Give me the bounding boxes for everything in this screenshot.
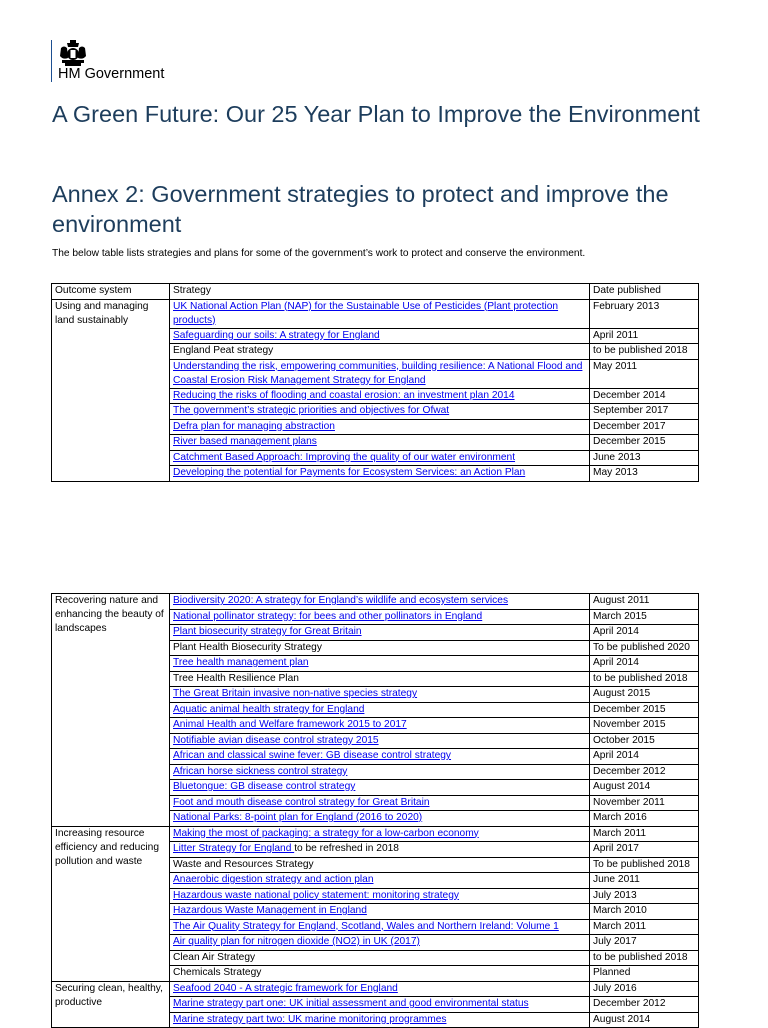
strategy-link[interactable]: Biodiversity 2020: A strategy for England’s wildlife and ecosystem services xyxy=(173,595,509,606)
date-cell: June 2011 xyxy=(590,873,699,889)
strategy-cell xyxy=(170,826,590,842)
date-cell: August 2011 xyxy=(590,594,699,610)
outcome-cell: Securing clean, healthy, productive xyxy=(52,981,170,1028)
date-cell: April 2011 xyxy=(590,328,699,344)
strategy-cell xyxy=(170,764,590,780)
strategy-cell xyxy=(170,299,590,328)
strategy-cell xyxy=(170,702,590,718)
strategy-cell xyxy=(170,780,590,796)
date-cell: May 2011 xyxy=(590,359,699,388)
table-row xyxy=(52,981,699,997)
date-cell: August 2014 xyxy=(590,1012,699,1028)
table-row xyxy=(52,826,699,842)
strategy-link[interactable]: Hazardous waste national policy statement: monitoring strategy xyxy=(173,889,459,901)
strategy-cell xyxy=(170,1012,590,1028)
outcome-cell: Increasing resource efficiency and reducing pollution and waste xyxy=(52,826,170,981)
strategy-cell xyxy=(170,904,590,920)
strategy-cell xyxy=(170,950,590,966)
strategy-link[interactable]: Notifiable avian disease control strategy 2015 xyxy=(173,734,379,746)
strategy-cell xyxy=(170,997,590,1013)
strategy-cell xyxy=(170,594,590,610)
strategy-cell xyxy=(170,625,590,641)
strategy-link[interactable]: Marine strategy part one: UK initial assessment and good environmental status xyxy=(173,998,529,1009)
date-cell: December 2014 xyxy=(590,388,699,404)
strategy-name: Clean Air Strategy xyxy=(173,951,256,963)
column-header: Strategy xyxy=(170,284,590,300)
date-cell: December 2012 xyxy=(590,997,699,1013)
strategy-link[interactable]: Safeguarding our soils: A strategy for England xyxy=(173,329,380,341)
strategy-cell xyxy=(170,404,590,420)
date-cell: December 2015 xyxy=(590,435,699,451)
date-cell: March 2010 xyxy=(590,904,699,920)
strategy-link[interactable]: African and classical swine fever: GB disease control strategy xyxy=(173,750,452,761)
strategy-link[interactable]: Catchment Based Approach: Improving the quality of our water environment xyxy=(173,451,516,463)
date-cell: Planned xyxy=(590,966,699,982)
date-cell: August 2014 xyxy=(590,780,699,796)
strategy-cell xyxy=(170,687,590,703)
royal-crest-icon xyxy=(59,40,87,66)
strategy-name: Plant Health Biosecurity Strategy xyxy=(173,641,322,653)
date-cell: July 2013 xyxy=(590,888,699,904)
date-cell: to be published 2018 xyxy=(590,950,699,966)
date-cell: To be published 2020 xyxy=(590,640,699,656)
outcome-cell: Recovering nature and enhancing the beauty of landscapes xyxy=(52,594,170,827)
strategy-link[interactable]: Marine strategy part two: UK marine monitoring programmes xyxy=(173,1013,447,1025)
strategy-cell xyxy=(170,671,590,687)
strategy-cell xyxy=(170,873,590,889)
strategy-cell xyxy=(170,811,590,827)
date-cell: November 2011 xyxy=(590,795,699,811)
date-cell: April 2017 xyxy=(590,842,699,858)
date-cell: April 2014 xyxy=(590,656,699,672)
strategy-link[interactable]: African horse sickness control strategy xyxy=(173,765,348,777)
strategy-cell xyxy=(170,640,590,656)
strategy-link[interactable]: Aquatic animal health strategy for England xyxy=(173,703,365,715)
strategies-table-1 xyxy=(51,283,699,482)
strategy-cell xyxy=(170,435,590,451)
date-cell: March 2015 xyxy=(590,609,699,625)
table-header-row xyxy=(52,284,699,300)
strategy-cell xyxy=(170,919,590,935)
strategy-cell xyxy=(170,609,590,625)
strategy-link[interactable]: Air quality plan for nitrogen dioxide (NO2) in UK (2017) xyxy=(173,936,420,947)
date-cell: December 2017 xyxy=(590,419,699,435)
table-row xyxy=(52,299,699,328)
strategy-link[interactable]: Animal Health and Welfare framework 2015 to 2017 xyxy=(173,719,407,730)
strategy-cell xyxy=(170,718,590,734)
document-title: A Green Future: Our 25 Year Plan to Improve the Environment xyxy=(52,101,700,127)
strategy-link[interactable]: Making the most of packaging: a strategy for a low-carbon economy xyxy=(173,827,479,839)
date-cell: July 2017 xyxy=(590,935,699,951)
date-cell: March 2011 xyxy=(590,919,699,935)
strategy-link[interactable]: Developing the potential for Payments for Ecosystem Services: an Action Plan xyxy=(173,467,526,478)
date-cell: March 2016 xyxy=(590,811,699,827)
strategy-link[interactable]: The Great Britain invasive non-native species strategy xyxy=(173,688,418,699)
strategy-cell xyxy=(170,466,590,482)
table-row xyxy=(52,594,699,610)
strategy-link[interactable]: Defra plan for managing abstraction xyxy=(173,420,335,432)
date-cell: March 2011 xyxy=(590,826,699,842)
strategy-name: Waste and Resources Strategy xyxy=(173,858,314,870)
column-header: Date published xyxy=(590,284,699,300)
strategy-link[interactable]: Anaerobic digestion strategy and action plan xyxy=(173,874,374,885)
strategy-link[interactable]: The Air Quality Strategy for England, Scotland, Wales and Northern Ireland: Volume 1 xyxy=(173,920,559,932)
strategy-cell xyxy=(170,966,590,982)
hm-government-logo xyxy=(51,40,165,82)
strategy-link[interactable]: River based management plans xyxy=(173,436,317,447)
date-cell: December 2015 xyxy=(590,702,699,718)
strategy-cell xyxy=(170,795,590,811)
intro-text: The below table lists strategies and plans for some of the government’s work to protect and conserve the environment. xyxy=(52,248,586,259)
strategy-link[interactable]: National pollinator strategy: for bees and other pollinators in England xyxy=(173,610,483,622)
date-cell: to be published 2018 xyxy=(590,344,699,360)
strategy-link[interactable]: Tree health management plan xyxy=(173,657,309,668)
date-cell: August 2015 xyxy=(590,687,699,703)
strategy-cell xyxy=(170,344,590,360)
strategy-cell xyxy=(170,733,590,749)
strategy-name: England Peat strategy xyxy=(173,345,274,356)
strategy-name: Chemicals Strategy xyxy=(173,967,262,978)
strategy-cell xyxy=(170,450,590,466)
strategies-table-2 xyxy=(51,593,699,1028)
strategy-cell xyxy=(170,359,590,388)
annex-heading: Annex 2: Government strategies to protect and improve the environment xyxy=(52,181,669,237)
strategy-cell xyxy=(170,328,590,344)
date-cell: June 2013 xyxy=(590,450,699,466)
outcome-cell: Using and managing land sustainably xyxy=(52,299,170,481)
column-header: Outcome system xyxy=(52,284,170,300)
date-cell: February 2013 xyxy=(590,299,699,328)
strategy-cell xyxy=(170,419,590,435)
strategy-cell xyxy=(170,888,590,904)
date-cell: To be published 2018 xyxy=(590,857,699,873)
strategy-cell xyxy=(170,981,590,997)
strategy-name: Tree Health Resilience Plan xyxy=(173,672,299,684)
date-cell: December 2012 xyxy=(590,764,699,780)
date-cell: to be published 2018 xyxy=(590,671,699,687)
strategy-link[interactable]: Reducing the risks of flooding and coastal erosion: an investment plan 2014 xyxy=(173,389,515,401)
strategy-link[interactable]: Plant biosecurity strategy for Great Britain xyxy=(173,626,362,637)
date-cell: April 2014 xyxy=(590,625,699,641)
strategy-link[interactable]: Hazardous Waste Management in England xyxy=(173,905,367,916)
strategy-link[interactable]: Foot and mouth disease control strategy for Great Britain xyxy=(173,796,430,808)
strategy-cell xyxy=(170,388,590,404)
strategy-cell xyxy=(170,935,590,951)
date-cell: September 2017 xyxy=(590,404,699,420)
strategy-link[interactable]: Litter Strategy for England xyxy=(173,843,295,854)
strategy-link[interactable]: UK National Action Plan (NAP) for the Sustainable Use of Pesticides (Plant protection products) xyxy=(173,300,559,326)
date-cell: July 2016 xyxy=(590,981,699,997)
strategy-link[interactable]: National Parks: 8-point plan for England (2016 to 2020) xyxy=(173,812,423,823)
date-cell: April 2014 xyxy=(590,749,699,765)
logo-text: HM Government xyxy=(58,66,165,82)
strategy-cell xyxy=(170,842,590,858)
strategy-link[interactable]: Seafood 2040 - A strategic framework for England xyxy=(173,982,398,994)
strategy-link[interactable]: Understanding the risk, empowering communities, building resilience: A National Flood and Coastal Erosion Risk Management Strategy for England xyxy=(173,360,583,386)
strategy-cell xyxy=(170,656,590,672)
date-cell: October 2015 xyxy=(590,733,699,749)
strategy-cell xyxy=(170,749,590,765)
date-cell: November 2015 xyxy=(590,718,699,734)
strategy-link[interactable]: Bluetongue: GB disease control strategy xyxy=(173,781,356,792)
strategy-link[interactable]: The government’s strategic priorities and objectives for Ofwat xyxy=(173,405,450,416)
strategy-cell xyxy=(170,857,590,873)
date-cell: May 2013 xyxy=(590,466,699,482)
strategy-note: to be refreshed in 2018 xyxy=(294,843,399,854)
